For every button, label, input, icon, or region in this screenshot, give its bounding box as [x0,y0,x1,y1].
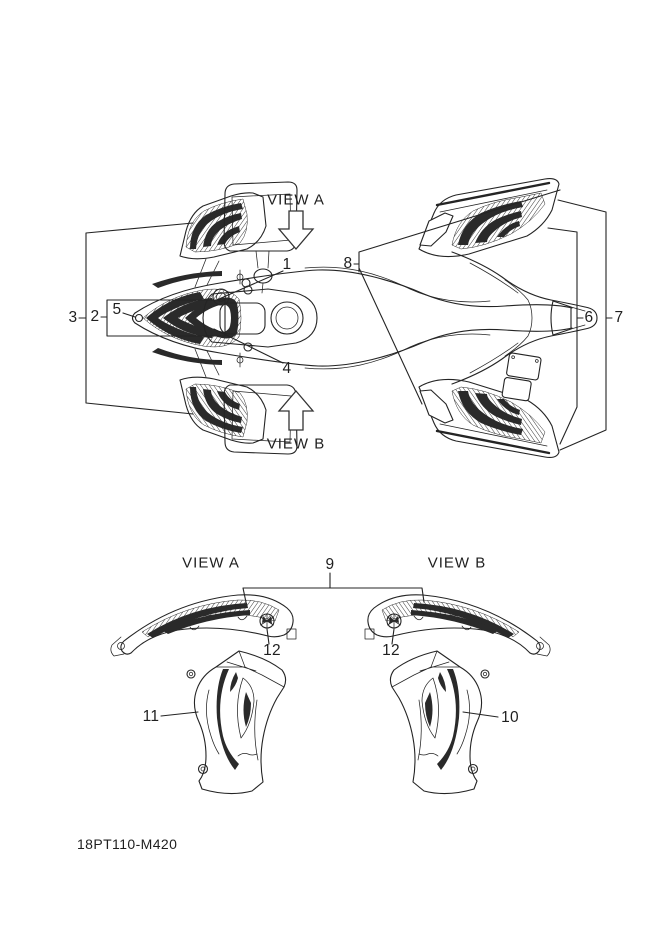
bolt-holes [187,670,208,774]
view-b-arrow-up-icon [279,391,313,430]
view-a-arrow-down-icon [279,211,313,249]
callout-9: 9 [325,556,335,573]
view-a-side-shroud [187,651,286,794]
callout-11: 11 [142,708,160,725]
leader-11 [161,712,198,716]
view-a-label-top: VIEW A [267,191,325,209]
callout-10: 10 [501,709,519,726]
callout-1: 1 [282,256,292,273]
nose-emblem-detail [136,315,143,322]
logo-squiggle [238,753,257,756]
callout-3: 3 [68,309,78,326]
emblem-detail-12 [260,614,274,629]
callout-4: 4 [282,360,292,377]
top-view-illustration [79,179,612,458]
view-b-label-detail: VIEW B [427,554,487,572]
view-a-label-detail: VIEW A [182,554,240,572]
callout-12-view-b: 12 [382,642,400,659]
callout-7: 7 [614,309,624,326]
view-b-side-shroud [390,651,489,794]
callout-2: 2 [90,308,100,325]
view-b-label-top: VIEW B [266,435,326,453]
rear-fender-bottom [419,379,559,457]
callout-12-view-a: 12 [263,642,281,659]
detail-views-illustration [111,573,550,794]
rear-fender-top [419,179,559,257]
drawing-code: 18PT110-M420 [77,836,178,852]
callout-5: 5 [112,301,122,318]
detail-leader-lines [161,629,498,717]
callout-6: 6 [584,309,594,326]
taillight-boxes [502,352,542,402]
callout-8: 8 [343,255,353,272]
bracket-9 [243,573,424,607]
leader-1 [219,271,283,299]
